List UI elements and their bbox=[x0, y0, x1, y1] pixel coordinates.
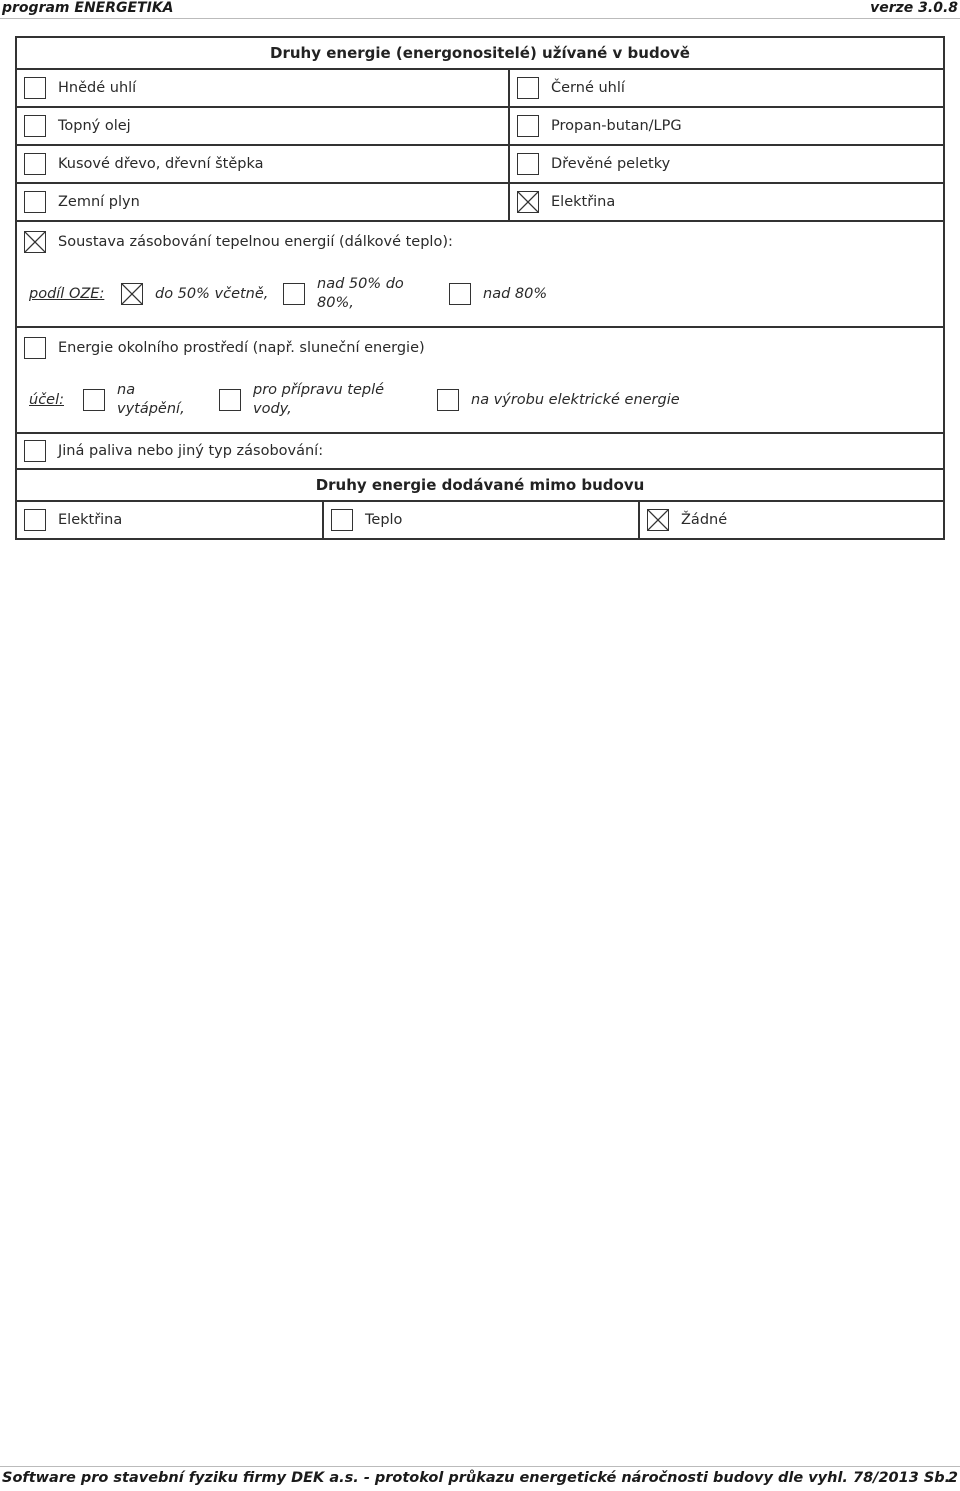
header-divider bbox=[0, 18, 960, 19]
label-ucel-vytapeni-line1: na bbox=[117, 382, 136, 398]
cross-mark-icon bbox=[25, 232, 45, 252]
checkbox-ucel-tepla-voda[interactable] bbox=[219, 389, 241, 411]
checkbox-kusove-drevo[interactable] bbox=[24, 153, 46, 175]
checkbox-dalkove-teplo[interactable] bbox=[24, 231, 46, 253]
checkbox-zadne[interactable] bbox=[647, 509, 669, 531]
checkbox-oze-do-50[interactable] bbox=[121, 283, 143, 305]
label-oze-50-80-line2: 80%, bbox=[317, 295, 354, 311]
label-ucel-tepla-voda bbox=[253, 381, 437, 419]
checkbox-propan-butan[interactable] bbox=[517, 115, 539, 137]
cross-mark-icon bbox=[122, 284, 142, 304]
checkbox-ucel-elektricka[interactable] bbox=[437, 389, 459, 411]
page-number: 2 bbox=[947, 1470, 958, 1486]
checkbox-oze-50-80[interactable] bbox=[283, 283, 305, 305]
energy-row bbox=[15, 68, 945, 108]
label-kusove-drevo: Kusové dřevo, dřevní štěpka bbox=[58, 156, 264, 172]
label-dodavana-elektrina: Elektřina bbox=[58, 512, 123, 528]
supplied-row bbox=[15, 500, 945, 540]
checkbox-oze-nad-80[interactable] bbox=[449, 283, 471, 305]
checkbox-ucel-vytapeni[interactable] bbox=[83, 389, 105, 411]
label-zemni-plyn: Zemní plyn bbox=[58, 194, 140, 210]
energy-row bbox=[15, 182, 945, 222]
purpose-row bbox=[17, 368, 943, 432]
ambient-energy-section bbox=[15, 326, 945, 434]
label-propan-butan: Propan-butan/LPG bbox=[551, 118, 682, 134]
footer-text: Software pro stavební fyziku firmy DEK a.s. - protokol průkazu energetické náročnosti budovy dle vyhl. 78/2013 Sb. bbox=[2, 1470, 951, 1486]
label-dalkove-teplo: Soustava zásobování tepelnou energií (dálkové teplo): bbox=[58, 234, 453, 250]
checkbox-topny-olej[interactable] bbox=[24, 115, 46, 137]
energy-form bbox=[15, 38, 945, 540]
purpose-key: účel: bbox=[29, 392, 64, 408]
oze-share-key: podíl OZE: bbox=[29, 286, 105, 302]
checkbox-cerne-uhli[interactable] bbox=[517, 77, 539, 99]
label-oze-50-80 bbox=[317, 275, 449, 313]
label-ucel-vytapeni bbox=[117, 381, 219, 419]
energy-types-title: Druhy energie (energonositelé) užívané v budově bbox=[15, 36, 945, 70]
label-elektrina: Elektřina bbox=[551, 194, 616, 210]
other-fuels-row bbox=[15, 432, 945, 470]
label-hnede-uhli: Hnědé uhlí bbox=[58, 80, 137, 96]
checkbox-jina-paliva[interactable] bbox=[24, 440, 46, 462]
district-heating-section bbox=[15, 220, 945, 328]
cross-mark-icon bbox=[648, 510, 668, 530]
label-ucel-tepla-voda-line1: pro přípravu teplé bbox=[253, 382, 385, 398]
label-oze-50-80-line1: nad 50% do bbox=[317, 276, 404, 292]
checkbox-drevene-peletky[interactable] bbox=[517, 153, 539, 175]
checkbox-energie-okoli[interactable] bbox=[24, 337, 46, 359]
label-oze-do-50: do 50% včetně, bbox=[155, 286, 269, 302]
checkbox-dodavane-teplo[interactable] bbox=[331, 509, 353, 531]
label-oze-nad-80: nad 80% bbox=[483, 286, 548, 302]
checkbox-hnede-uhli[interactable] bbox=[24, 77, 46, 99]
label-jina-paliva: Jiná paliva nebo jiný typ zásobování: bbox=[58, 443, 324, 459]
label-ucel-tepla-voda-line2: vody, bbox=[253, 401, 292, 417]
footer bbox=[2, 1470, 958, 1490]
version-label: verze 3.0.8 bbox=[870, 0, 958, 16]
checkbox-dodavana-elektrina[interactable] bbox=[24, 509, 46, 531]
label-energie-okoli: Energie okolního prostředí (např. sluneční energie) bbox=[58, 340, 425, 356]
program-name: program ENERGETIKA bbox=[2, 0, 174, 16]
label-ucel-elektricka: na výrobu elektrické energie bbox=[471, 392, 680, 408]
label-ucel-vytapeni-line2: vytápění, bbox=[117, 401, 185, 417]
label-cerne-uhli: Černé uhlí bbox=[551, 80, 625, 96]
supplied-title: Druhy energie dodávané mimo budovu bbox=[15, 468, 945, 502]
label-zadne: Žádné bbox=[681, 512, 728, 528]
checkbox-zemni-plyn[interactable] bbox=[24, 191, 46, 213]
label-drevene-peletky: Dřevěné peletky bbox=[551, 156, 671, 172]
energy-row bbox=[15, 144, 945, 184]
oze-share-row bbox=[17, 262, 943, 326]
label-topny-olej: Topný olej bbox=[58, 118, 131, 134]
energy-row bbox=[15, 106, 945, 146]
label-dodavane-teplo: Teplo bbox=[365, 512, 403, 528]
checkbox-elektrina[interactable] bbox=[517, 191, 539, 213]
cross-mark-icon bbox=[518, 192, 538, 212]
footer-divider bbox=[0, 1466, 960, 1467]
